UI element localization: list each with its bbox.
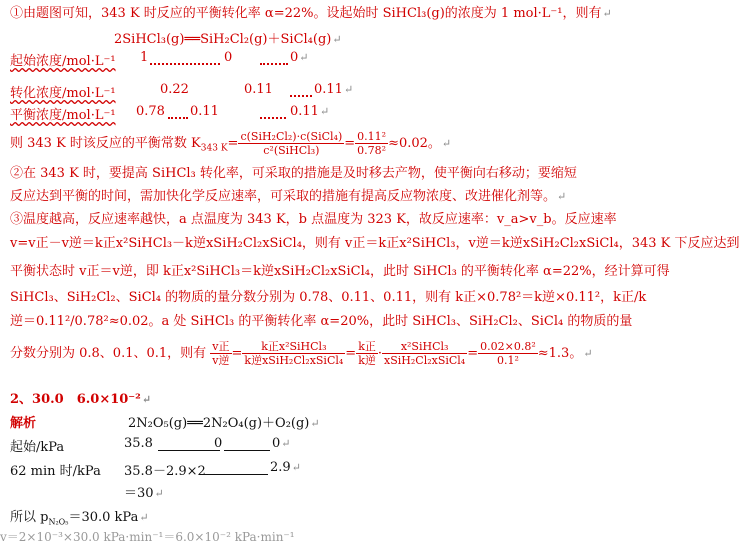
cutoff-line: v＝2×10⁻³×30.0 kPa·min⁻¹＝6.0×10⁻² kPa·min⁻¹: [0, 530, 295, 544]
p1-row1-v2: 0: [224, 50, 233, 65]
p1-row2-v1: 0.22: [160, 82, 189, 97]
p1-row1-squiggle2: [260, 60, 288, 65]
p1-row2-squiggle: [290, 92, 312, 97]
p2-line2: 反应达到平衡的时间，需加快化学反应速率，可采取的措施有提高反应物浓度、改进催化剂等。↵: [10, 189, 567, 204]
p3-line2: v=v正－v逆＝k正x²SiHCl₃－k逆xSiH₂Cl₂xSiCl₄，则有 v正＝k正x²SiHCl₃，v逆＝k逆xSiH₂Cl₂xSiCl₄，343 K 下反应达到: [10, 236, 740, 251]
q2-row1-line2: [224, 450, 270, 451]
p1-equation: 2SiHCl₃(g)══SiH₂Cl₂(g)＋SiCl₄(g)↵: [114, 32, 342, 47]
p1-row1-v3: 0↵: [290, 50, 309, 65]
q2-row1-label: 起始/kPa: [10, 440, 65, 455]
p1-row1-label: 起始浓度/mol·L⁻¹: [10, 54, 116, 69]
p3-line4: SiHCl₃、SiH₂Cl₂、SiCl₄ 的物质的量分数分别为 0.78、0.11、0.11，则有 k正×0.78²＝k逆×0.11²，k正/k: [10, 290, 647, 305]
q2-heading: 2、30.0 6.0×10⁻²↵: [10, 392, 152, 407]
p1-row3-v3: 0.11↵: [290, 104, 330, 119]
q2-row1-line: [158, 450, 220, 451]
p1-row1-squiggle: [150, 60, 220, 65]
q2-row2-v3: 2.9↵: [270, 460, 301, 475]
p1-row2-v3: 0.11↵: [314, 82, 354, 97]
q2-final-pressure: 所以 $p_{N_2O_5}=30.0$ kPa↵: [10, 510, 149, 527]
q2-row2-label: 62 min 时/kPa: [10, 464, 101, 479]
p1-line1: ①由题图可知，343 K 时反应的平衡转化率 α=22%。设起始时 SiHCl₃(g)的浓度为 1 mol·L⁻¹，则有↵: [10, 6, 612, 21]
p1-row3-squiggle: [168, 114, 188, 119]
q2-row2-line: [200, 474, 268, 475]
q2-row1-v1: 35.8: [124, 436, 153, 451]
p1-row2-v2: 0.11: [244, 82, 273, 97]
p3-rate-ratio: 分数分别为 0.8、0.1、0.1，则有 $\frac{\text{v正}}{\text{v逆}}$ = $\frac{\text{k正x²SiHCl₃}}{\text{k逆xSiH₂Cl₂xSiCl₄}}$ = $\frac{\text{k正}}{\text{k逆}}$ · $\frac{\text{x²SiHCl₃}}{\text{xSiH₂Cl₂xSiCl₄}}$ = $\frac{\text{0.02×0.8²}}{\text{0.1²}}$ ≈1.3。↵: [10, 340, 593, 367]
p1-row3-v2: 0.11: [190, 104, 219, 119]
p3-line1: ③温度越高，反应速率越快，a 点温度为 343 K，b 点温度为 323 K，故反应速率：v_a>v_b。反应速率: [10, 212, 617, 227]
p1-row2-label: 转化浓度/mol·L⁻¹: [10, 86, 116, 101]
p1-row3-v1: 0.78: [136, 104, 165, 119]
q2-jiexi-label: 解析: [10, 416, 37, 431]
p1-row1-v1: 1: [140, 50, 149, 65]
p1-equilibrium-constant: 则 343 K 时该反应的平衡常数 $K_{343 K}=$ $\frac{\text{c(SiH₂Cl₂)·c(SiCl₄)}}{\text{c²(SiHCl₃)}}$ = $\frac{\text{0.11²}}{\text{0.78²}}$ ≈0.02。↵: [10, 130, 452, 157]
q2-row2-v1: 35.8－2.9×2: [124, 464, 206, 479]
p1-row3-label: 平衡浓度/mol·L⁻¹: [10, 108, 116, 123]
q2-row3-v1: ＝30↵: [124, 486, 164, 501]
q2-equation: 2N₂O₅(g)══2N₂O₄(g)＋O₂(g)↵: [128, 416, 320, 431]
q2-row1-v2: 0: [214, 436, 223, 451]
p1-row3-squiggle2: [260, 114, 286, 119]
p3-line3: 平衡状态时 v正＝v逆，即 k正x²SiHCl₃＝k逆xSiH₂Cl₂xSiCl₄，此时 SiHCl₃ 的平衡转化率 α=22%，经计算可得: [10, 264, 670, 279]
p2-line1: ②在 343 K 时，要提高 SiHCl₃ 转化率，可采取的措施是及时移去产物，使平衡向右移动；要缩短: [10, 166, 577, 181]
p3-line5: 逆＝0.11²/0.78²≈0.02。a 处 SiHCl₃ 的平衡转化率 α=20%，此时 SiHCl₃、SiH₂Cl₂、SiCl₄ 的物质的量: [10, 314, 633, 329]
q2-row1-v3: 0↵: [272, 436, 291, 451]
